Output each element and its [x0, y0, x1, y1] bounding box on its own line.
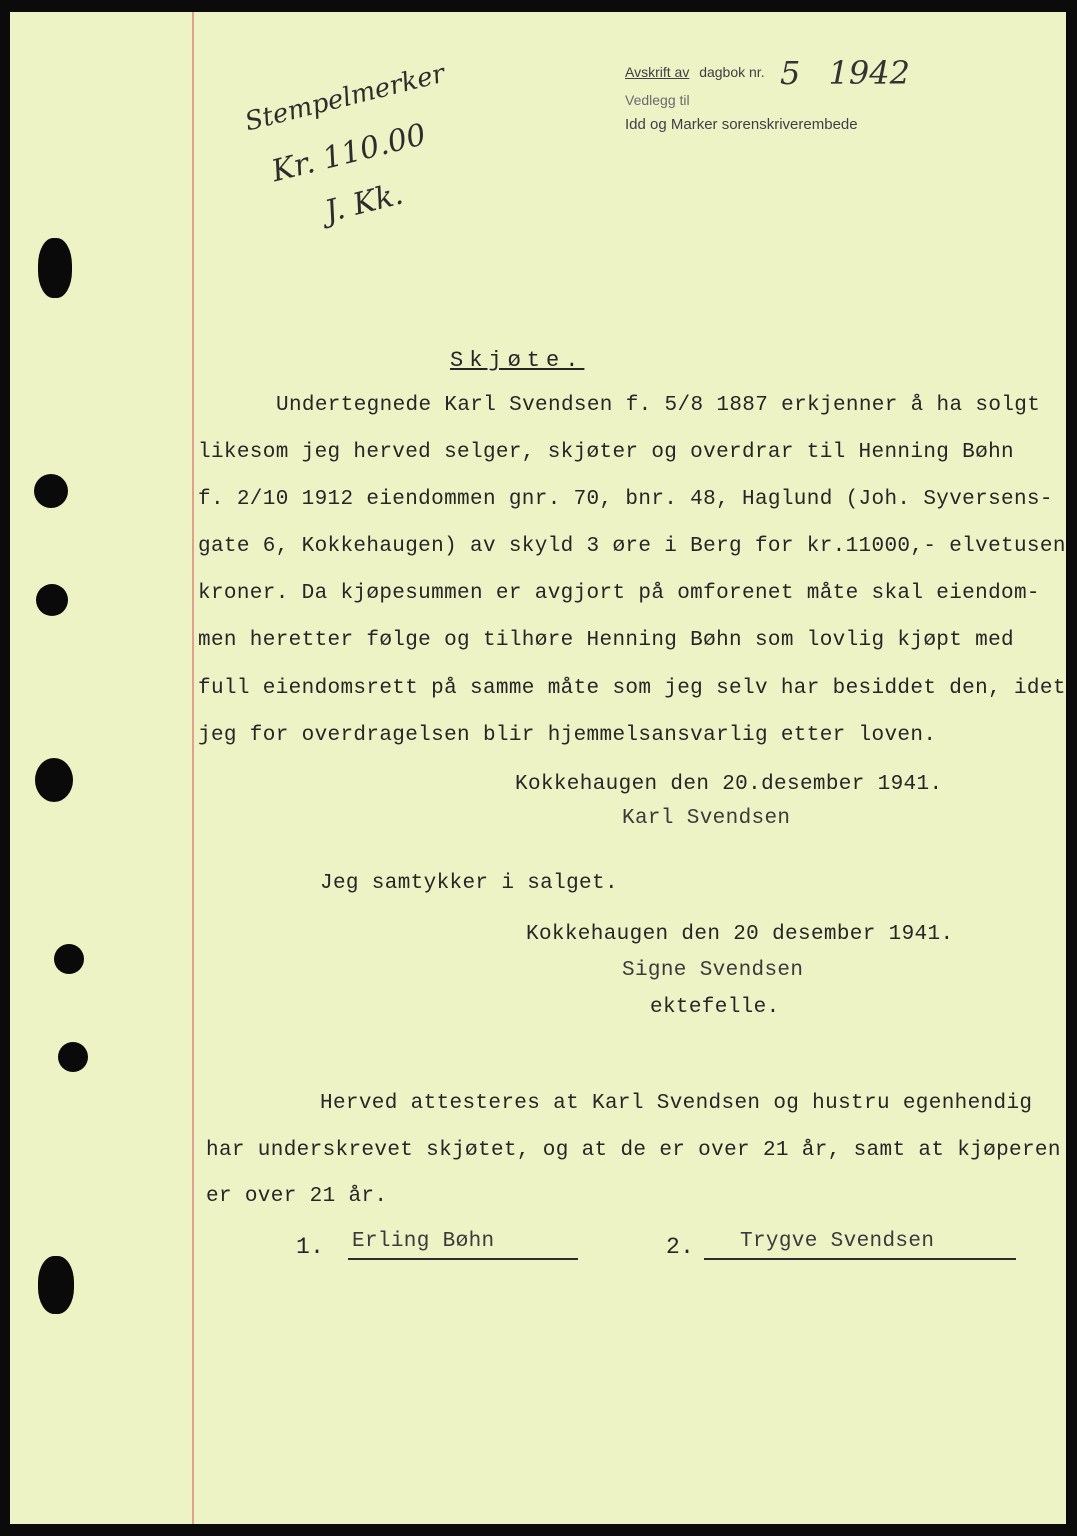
note-line-3: J. Kk.: [321, 176, 407, 230]
body-line: f. 2/10 1912 eiendommen gnr. 70, bnr. 48, Haglund (Joh. Syversens-: [198, 488, 1053, 511]
consent-statement: Jeg samtykker i salget.: [320, 872, 618, 895]
place-date-spouse: Kokkehaugen den 20 desember 1941.: [526, 923, 954, 946]
body-line: men heretter følge og tilhøre Henning Bøhn som lovlig kjøpt med: [198, 629, 1014, 652]
body-line: kroner. Da kjøpesummen er avgjort på omforenet måte skal eiendom-: [198, 582, 1040, 605]
attest-line: Herved attesteres at Karl Svendsen og hustru egenhendig: [320, 1092, 1033, 1115]
body-line: jeg for overdragelsen blir hjemmelsansvarlig etter loven.: [198, 724, 937, 747]
witness-2-number: 2.: [666, 1234, 695, 1260]
note-line-1: Stempelmerker: [242, 58, 448, 138]
witness-1-signature: Erling Bøhn: [352, 1230, 495, 1253]
punch-hole: [54, 944, 84, 974]
document-page: [10, 12, 1066, 1524]
witness-1-number: 1.: [296, 1234, 325, 1260]
margin-rule: [192, 12, 194, 1524]
witness-2-signature: Trygve Svendsen: [740, 1230, 935, 1253]
note-line-2: Kr. 110.00: [268, 117, 430, 190]
stamp-line-3: Idd og Marker sorenskriverembede: [625, 116, 858, 133]
dagbok-number: 5 1942: [780, 54, 910, 92]
document-title: Skjøte.: [450, 348, 585, 373]
body-line: likesom jeg herved selger, skjøter og overdrar til Henning Bøhn: [198, 441, 1014, 464]
place-date-seller: Kokkehaugen den 20.desember 1941.: [515, 773, 943, 796]
attest-line: er over 21 år.: [206, 1185, 388, 1208]
punch-hole: [58, 1042, 88, 1072]
body-line: full eiendomsrett på samme måte som jeg selv har besiddet den, idet: [198, 677, 1066, 700]
stamp-line-1: Avskrift av dagbok nr.: [625, 64, 765, 80]
seller-signature: Karl Svendsen: [622, 807, 791, 830]
punch-hole: [35, 758, 73, 802]
body-line: Undertegnede Karl Svendsen f. 5/8 1887 erkjenner å ha solgt: [276, 394, 1041, 417]
punch-hole: [34, 474, 68, 508]
witness-1-signature-line: [348, 1258, 578, 1260]
attest-line: har underskrevet skjøtet, og at de er over 21 år, samt at kjøperen: [206, 1139, 1061, 1162]
stamp-line-2: Vedlegg til: [625, 92, 690, 108]
body-line: gate 6, Kokkehaugen) av skyld 3 øre i Berg for kr.11000,- elvetusen: [198, 535, 1066, 558]
punch-hole: [36, 584, 68, 616]
handwritten-stamp-note: [228, 12, 497, 275]
spouse-role: ektefelle.: [650, 996, 780, 1019]
spouse-signature: Signe Svendsen: [622, 959, 804, 982]
witness-2-signature-line: [704, 1258, 1016, 1260]
punch-hole: [38, 1256, 74, 1314]
punch-hole: [38, 238, 72, 298]
